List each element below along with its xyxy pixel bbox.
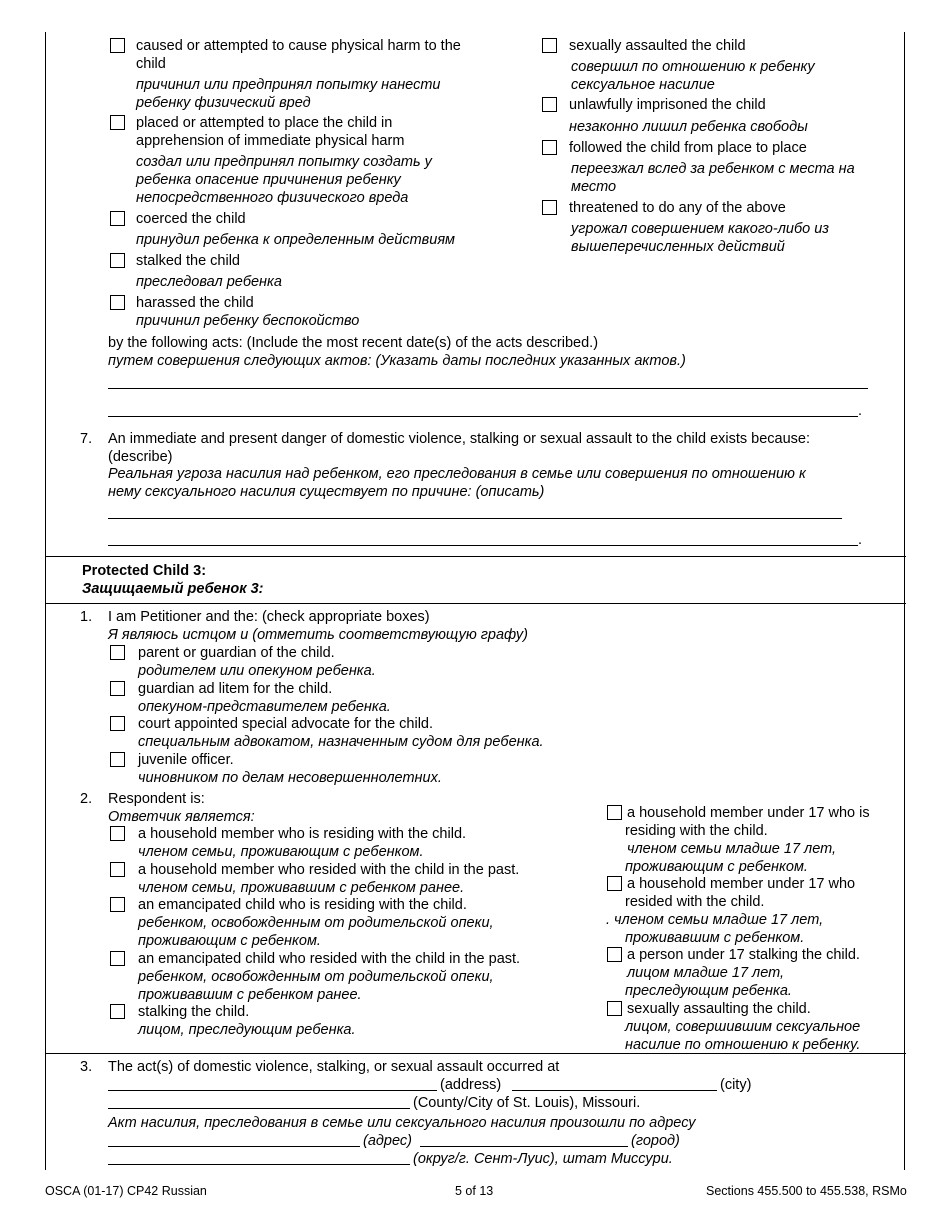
location-statement-ru: Акт насилия, преследования в семье или сексуального насилия произошли по адресу xyxy=(108,1115,696,1131)
option-threatened-en: threatened to do any of the above xyxy=(569,200,786,216)
checkbox-special-advocate[interactable] xyxy=(110,716,125,731)
option-emancipated-past-ru: ребенком, освобожденным от родительской опеки, проживавшим с ребенком ранее. xyxy=(138,969,494,1003)
checkbox-emancipated-past[interactable] xyxy=(110,951,125,966)
option-household-residing-en: a household member who is residing with the child. xyxy=(138,826,467,842)
city-field-line[interactable] xyxy=(512,1090,717,1091)
section-title-en: Protected Child 3: xyxy=(82,563,207,579)
option-sexually-assaulted-en: sexually assaulted the child xyxy=(569,38,746,54)
option-imprisoned-en: unlawfully imprisoned the child xyxy=(569,97,766,113)
acts-answer-line[interactable] xyxy=(108,416,858,417)
option-physical-harm-ru: причинил или предпринял попытку нанести ребенку физический вред xyxy=(136,77,441,111)
option-sexually-assaulting-en: sexually assaulting the child. xyxy=(627,1001,811,1017)
address-field-line-ru[interactable] xyxy=(108,1146,360,1147)
option-under17-past-en-2: resided with the child. xyxy=(625,894,765,910)
city-label: (city) xyxy=(720,1077,752,1093)
city-field-line-ru[interactable] xyxy=(420,1146,628,1147)
option-under17-stalking-ru: лицом младше 17 лет, преследующим ребенка. xyxy=(625,965,792,999)
danger-answer-line[interactable] xyxy=(108,518,842,519)
checkbox-sexually-assaulted[interactable] xyxy=(542,38,557,53)
by-acts-ru: путем совершения следующих актов: (Указать даты последних указанных актов.) xyxy=(108,353,686,369)
checkbox-coerced[interactable] xyxy=(110,211,125,226)
acts-answer-line[interactable] xyxy=(108,388,868,389)
checkbox-physical-harm[interactable] xyxy=(110,38,125,53)
item-number: 1. xyxy=(80,609,93,625)
option-apprehension-en: placed or attempted to place the child in apprehension of immediate physical harm xyxy=(136,115,405,149)
option-stalking-ru: лицом, преследующим ребенка. xyxy=(138,1022,356,1038)
option-household-residing-ru: членом семьи, проживающим с ребенком. xyxy=(138,844,424,860)
address-label: (address) xyxy=(440,1077,502,1093)
line-period: . xyxy=(858,403,863,419)
danger-answer-line[interactable] xyxy=(108,545,858,546)
respondent-statement-ru: Ответчик является: xyxy=(108,809,255,825)
line-period: . xyxy=(858,532,863,548)
option-guardian-ad-litem-ru: опекуном-представителем ребенка. xyxy=(138,699,391,715)
checkbox-stalking[interactable] xyxy=(110,1004,125,1019)
option-physical-harm-en: caused or attempted to cause physical harm to the child xyxy=(136,38,461,72)
option-juvenile-officer-ru: чиновником по делам несовершеннолетних. xyxy=(138,770,442,786)
checkbox-followed[interactable] xyxy=(542,140,557,155)
petitioner-statement-en: I am Petitioner and the: (check appropriate boxes) xyxy=(108,609,430,625)
checkbox-under17-stalking[interactable] xyxy=(607,947,622,962)
option-harassed-en: harassed the child xyxy=(136,295,254,311)
option-under17-residing-en: a household member under 17 who is xyxy=(627,805,870,821)
footer-page-number: 5 of 13 xyxy=(455,1184,494,1198)
checkbox-emancipated-residing[interactable] xyxy=(110,897,125,912)
city-label-ru: (город) xyxy=(631,1133,680,1149)
item-number: 3. xyxy=(80,1059,93,1075)
location-statement-en: The act(s) of domestic violence, stalking, or sexual assault occurred at xyxy=(108,1059,560,1075)
checkbox-harassed[interactable] xyxy=(110,295,125,310)
item-number: 7. xyxy=(80,431,93,447)
option-household-past-ru: членом семьи, проживавшим с ребенком ранее. xyxy=(138,880,465,896)
checkbox-threatened[interactable] xyxy=(542,200,557,215)
option-imprisoned-ru: незаконно лишил ребенка свободы xyxy=(569,119,808,135)
checkbox-juvenile-officer[interactable] xyxy=(110,752,125,767)
option-sexually-assaulting-ru: лицом, совершившим сексуальное насилие по отношению к ребенку. xyxy=(625,1019,861,1053)
checkbox-household-past[interactable] xyxy=(110,862,125,877)
option-followed-en: followed the child from place to place xyxy=(569,140,807,156)
footer-sections: Sections 455.500 to 455.538, RSMo xyxy=(706,1184,907,1198)
checkbox-apprehension[interactable] xyxy=(110,115,125,130)
checkbox-parent-guardian[interactable] xyxy=(110,645,125,660)
checkbox-under17-residing[interactable] xyxy=(607,805,622,820)
county-field-line-ru[interactable] xyxy=(108,1164,410,1165)
option-special-advocate-en: court appointed special advocate for the child. xyxy=(138,716,434,732)
address-label-ru: (адрес) xyxy=(363,1133,412,1149)
footer-form-id: OSCA (01-17) CP42 Russian xyxy=(45,1184,207,1198)
option-stalked-ru: преследовал ребенка xyxy=(136,274,282,290)
option-under17-past-ru-2: проживавшим с ребенком. xyxy=(625,930,805,946)
option-emancipated-past-en: an emancipated child who resided with the child in the past. xyxy=(138,951,521,967)
option-emancipated-residing-ru: ребенком, освобожденным от родительской опеки, проживающим с ребенком. xyxy=(138,915,494,949)
option-harassed-ru: причинил ребенку беспокойство xyxy=(136,313,360,329)
respondent-statement-en: Respondent is: xyxy=(108,791,205,807)
address-field-line[interactable] xyxy=(108,1090,437,1091)
option-emancipated-residing-en: an emancipated child who is residing with the child. xyxy=(138,897,467,913)
danger-statement-en: An immediate and present danger of domestic violence, stalking or sexual assault to the child exists because: (describe) xyxy=(108,431,811,465)
option-parent-guardian-ru: родителем или опекуном ребенка. xyxy=(138,663,376,679)
by-acts-en: by the following acts: (Include the most recent date(s) of the acts described.) xyxy=(108,335,599,351)
checkbox-under17-past[interactable] xyxy=(607,876,622,891)
checkbox-household-residing[interactable] xyxy=(110,826,125,841)
option-guardian-ad-litem-en: guardian ad litem for the child. xyxy=(138,681,333,697)
petitioner-statement-ru: Я являюсь истцом и (отметить соответствующую графу) xyxy=(108,627,528,643)
option-stalking-en: stalking the child. xyxy=(138,1004,250,1020)
option-special-advocate-ru: специальным адвокатом, назначенным судом для ребенка. xyxy=(138,734,544,750)
option-coerced-ru: принудил ребенка к определенным действиям xyxy=(136,232,455,248)
danger-statement-ru: Реальная угроза насилия над ребенком, его преследования в семье или совершения по отношению к нему сексуального насилия существует по причине: (описать) xyxy=(108,466,806,500)
checkbox-sexually-assaulting[interactable] xyxy=(607,1001,622,1016)
county-label: (County/City of St. Louis), Missouri. xyxy=(413,1095,641,1111)
county-field-line[interactable] xyxy=(108,1108,410,1109)
option-sexually-assaulted-ru: совершил по отношению к ребенку сексуальное насилие xyxy=(571,59,815,93)
checkbox-guardian-ad-litem[interactable] xyxy=(110,681,125,696)
section-title-ru: Защищаемый ребенок 3: xyxy=(82,581,264,597)
checkbox-stalked[interactable] xyxy=(110,253,125,268)
section-divider xyxy=(45,556,906,557)
county-label-ru: (округ/г. Сент-Луис), штат Миссури. xyxy=(413,1151,673,1167)
option-under17-past-en: a household member under 17 who xyxy=(627,876,856,892)
option-stalked-en: stalked the child xyxy=(136,253,240,269)
option-under17-residing-ru: членом семьи младше 17 лет, проживающим с ребенком. xyxy=(625,841,837,875)
option-under17-past-ru: . членом семьи младше 17 лет, xyxy=(606,912,824,928)
option-threatened-ru: угрожал совершением какого-либо из вышеперечисленных действий xyxy=(571,221,829,255)
section-divider xyxy=(45,603,906,604)
item-number: 2. xyxy=(80,791,93,807)
option-juvenile-officer-en: juvenile officer. xyxy=(138,752,234,768)
option-under17-residing-en-2: residing with the child. xyxy=(625,823,768,839)
option-parent-guardian-en: parent or guardian of the child. xyxy=(138,645,335,661)
option-apprehension-ru: создал или предпринял попытку создать у ребенка опасение причинения ребенку непосредственного физического вреда xyxy=(136,154,432,206)
option-under17-stalking-en: a person under 17 stalking the child. xyxy=(627,947,860,963)
option-household-past-en: a household member who resided with the child in the past. xyxy=(138,862,520,878)
checkbox-imprisoned[interactable] xyxy=(542,97,557,112)
option-followed-ru: переезжал вслед за ребенком с места на место xyxy=(571,161,855,195)
option-coerced-en: coerced the child xyxy=(136,211,246,227)
